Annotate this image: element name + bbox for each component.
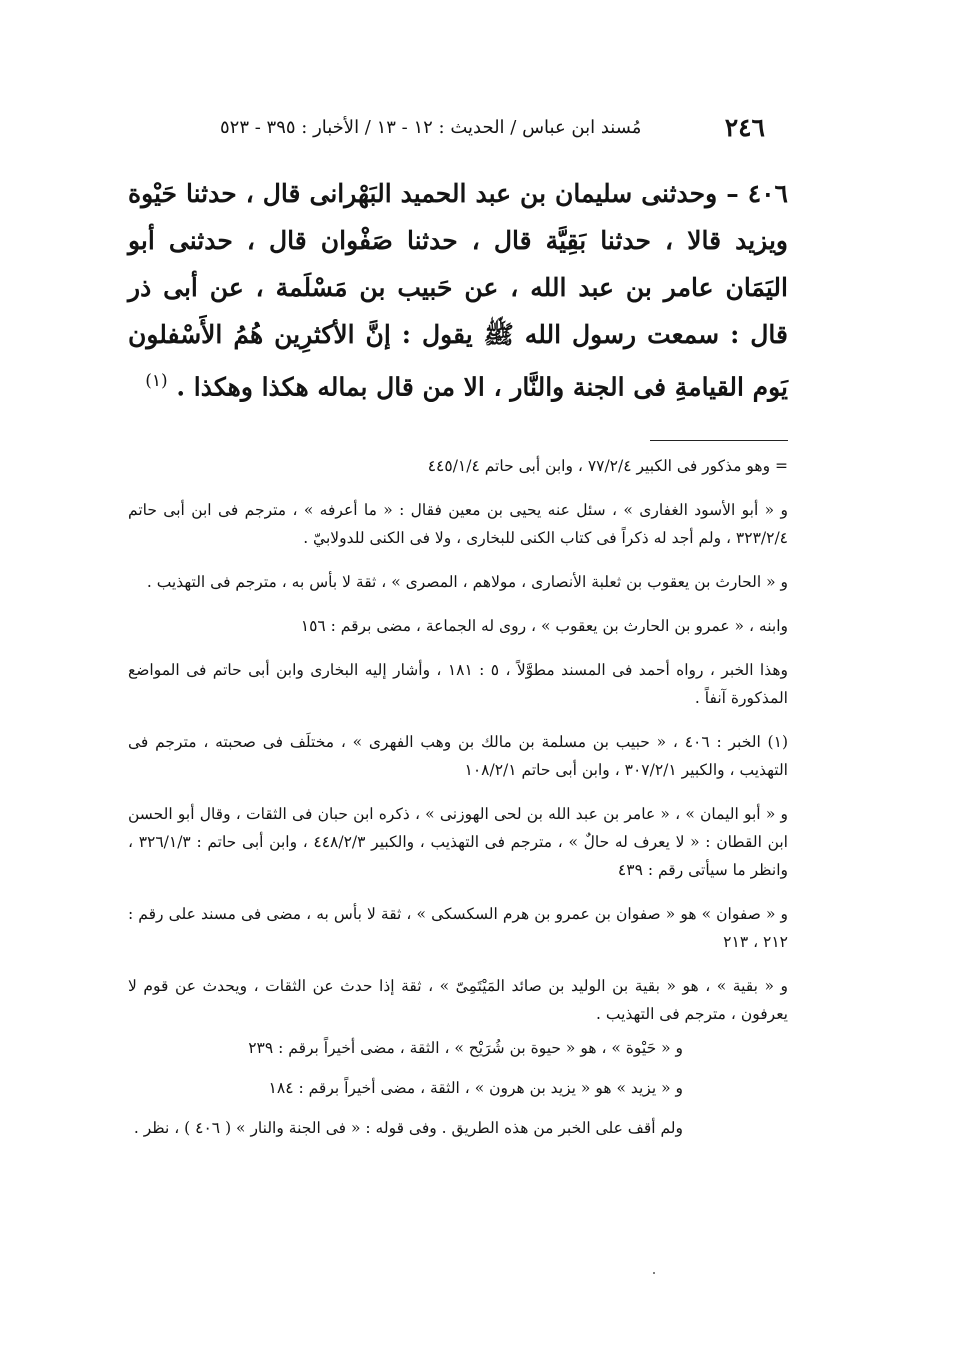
footnote-paragraph: و « أبو اليمان » ، « عامر بن عبد الله بن لحى الهوزنى » ، ذكره ابن حبان فى الثقات ، وقال أبو الحسن ابن القطان : « لا يعرف له حالٌ » ، مترجم فى التهذيب ، والكبير ٤٤٨/٢/٣ ، وابن أبى حاتم : ٣٢٦/١/٣ ، وانظر ما سيأتى رقم : ٤٣٩ (128, 805, 788, 879)
footnote-paragraph: وابنه ، « عمرو بن الحارث بن يعقوب » ، روى له الجماعة ، مضى برقم : ١٥٦ (300, 617, 788, 635)
footnotes-section (128, 452, 788, 1154)
footnote-paragraph: و « يزيد » هو « يزيد بن هرون » ، الثقة ، مضى أخيراً برقم : ١٨٤ (268, 1079, 683, 1097)
page-number: ٢٤٦ (724, 112, 765, 142)
running-head: مُسند ابن عباس / الحديث : ١٢ - ١٣ / الأخبار : ٣٩٥ - ٥٢٣ (220, 116, 642, 138)
footnote-paragraph: = وهو مذكور فى الكبير ٧٧/٢/٤ ، وابن أبى حاتم ٤٤٥/١/٤ (427, 457, 788, 475)
page-header (220, 110, 765, 144)
footnote-paragraph: و « الحارث بن يعقوب بن ثعلبة الأنصارى ، مولاهم ، المصرى » ، ثقة لا بأس به ، مترجم فى التهذيب . (146, 573, 788, 591)
footnote-paragraph: و « صفوان » هو « صفوان بن عمرو بن هرم السكسكى » ، ثقة لا بأس به ، مضى فى مسند على رقم : ٢١٢ ، ٢١٣ (128, 905, 788, 951)
footnote-reference: (١) (145, 371, 168, 391)
hadith-text-block (128, 170, 788, 410)
footnote-paragraph: ولم أقف على الخبر من هذه الطريق . وفى قوله : « فى الجنة والنار » ( ٤٠٦ ) ، نظر . (133, 1119, 683, 1137)
footnote-paragraph: و « بقية » ، هو « بقية بن الوليد بن صائد المَيْتَمِىّ » ، ثقة إذا حدث عن الثقات ، ويحدث عن قوم لا يعرفون ، مترجم فى التهذيب . (128, 977, 788, 1023)
footnote-paragraph: و « أبو الأسود الغفارى » ، سئل عنه يحيى بن معين فقال : « ما أعرفه » ، مترجم فى ابن أبى حاتم ٣٢٣/٢/٤ ، ولم أجد له ذكراً فى كتاب الكنى للبخارى ، ولا فى الكنى للدولابيّ . (128, 501, 788, 547)
footnote-paragraph: (١) الخبر : ٤٠٦ ، « حبيب بن مسلمة بن مالك بن وهب الفهرى » ، مختلَف فى صحبته ، مترجم فى التهذيب ، والكبير ٣٠٧/٢/١ ، وابن أبى حاتم ١٠٨/٢/١ (128, 733, 788, 779)
footnote-divider (650, 440, 788, 441)
footnote-paragraph: وهذا الخبر ، رواه أحمد فى المسند مطوَّلاً ، ٥ : ١٨١ ، وأشار إليه البخارى وابن أبى حاتم فى المواضع المذكورة آنفاً . (128, 661, 789, 707)
scan-speck (653, 1272, 655, 1274)
hadith-text: ٤٠٦ – وحدثنى سليمان بن عبد الحميد البَهْرانى قال ، حدثنا حَيْوة ويزيد قالا ، حدثنا بَقِيَّة قال ، حدثنا صَفْوان قال ، حدثنى أبو اليَمَان عامر بن عبد الله ، عن حَبيب بن مَسْلَمة ، عن أبى ذر قال : سمعت رسول الله ﷺ يقول : إنَّ الأكثرِين هُمُ الأَسْفلون يَوم القيامةِ فى الجنة والنَّار ، الا من قال بماله هكذا وهكذا . (128, 179, 788, 402)
footnote-paragraph: و « حَيْوة » ، هو « حيوة بن شُرَيْح » ، الثقة ، مضى أخيراً برقم : ٢٣٩ (248, 1039, 683, 1057)
